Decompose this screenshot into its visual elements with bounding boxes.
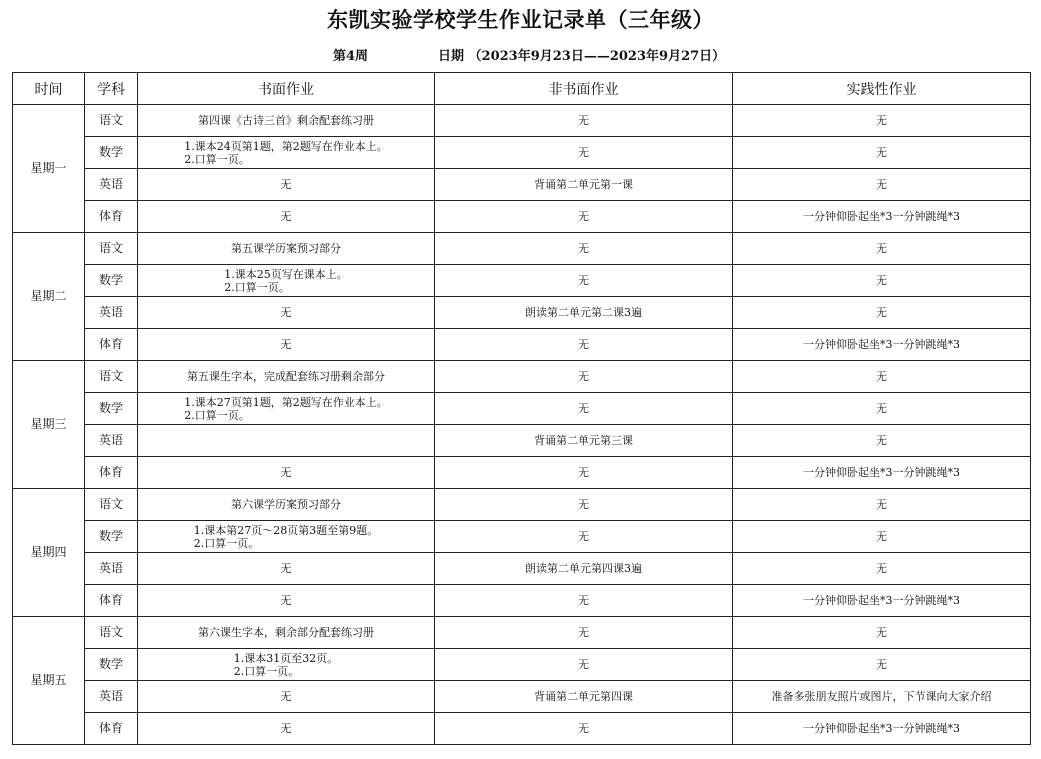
subject-cell: 数学 [85, 265, 138, 297]
nonwritten-cell: 无 [435, 457, 733, 489]
header-practice: 实践性作业 [733, 73, 1031, 105]
nonwritten-cell: 无 [435, 521, 733, 553]
written-cell: 第六课学历案预习部分 [138, 489, 435, 521]
practice-cell: 无 [733, 489, 1031, 521]
subject-cell: 体育 [85, 713, 138, 745]
subject-cell: 英语 [85, 553, 138, 585]
practice-cell: 无 [733, 233, 1031, 265]
subject-cell: 语文 [85, 105, 138, 137]
table-row [13, 553, 1031, 585]
written-text: 第四课《古诗三首》剩余配套练习册 [198, 114, 374, 127]
written-cell: 无 [138, 585, 435, 617]
practice-cell: 无 [733, 265, 1031, 297]
written-text: 第五课生字本，完成配套练习册剩余部分 [187, 370, 385, 383]
nonwritten-cell: 无 [435, 361, 733, 393]
subject-cell: 体育 [85, 457, 138, 489]
homework-table [12, 72, 1031, 745]
table-row [13, 201, 1031, 233]
subject-cell: 体育 [85, 329, 138, 361]
subject-cell: 数学 [85, 393, 138, 425]
nonwritten-cell: 背诵第二单元第三课 [435, 425, 733, 457]
written-cell: 无 [138, 201, 435, 233]
nonwritten-cell: 无 [435, 489, 733, 521]
written-cell [138, 265, 435, 297]
written-cell [138, 425, 435, 457]
table-row [13, 425, 1031, 457]
written-text: 1.课本24页第1题，第2题写在作业本上。 2.口算一页。 [184, 139, 388, 166]
document-title: 东凯实验学校学生作业记录单（三年级） [327, 7, 714, 32]
header-nonwritten: 非书面作业 [435, 73, 733, 105]
nonwritten-cell: 无 [435, 201, 733, 233]
nonwritten-cell: 无 [435, 713, 733, 745]
written-cell: 无 [138, 329, 435, 361]
day-cell: 星期二 [13, 233, 85, 361]
practice-cell: 一分钟仰卧起坐*3一分钟跳绳*3 [733, 329, 1031, 361]
practice-cell: 无 [733, 169, 1031, 201]
subject-cell: 英语 [85, 297, 138, 329]
written-text: 1.课本31页至32页。 2.口算一页。 [233, 651, 339, 678]
nonwritten-cell: 背诵第二单元第四课 [435, 681, 733, 713]
subject-cell: 语文 [85, 617, 138, 649]
written-text: 1.课本第27页～28页第3题至第9题。 2.口算一页。 [193, 523, 379, 550]
written-cell: 无 [138, 681, 435, 713]
subject-cell: 英语 [85, 425, 138, 457]
table-row [13, 521, 1031, 553]
practice-cell: 无 [733, 649, 1031, 681]
nonwritten-cell: 无 [435, 585, 733, 617]
week-label: 第4周 [333, 49, 369, 64]
table-row [13, 649, 1031, 681]
day-cell: 星期五 [13, 617, 85, 745]
header-subject: 学科 [85, 73, 138, 105]
written-cell: 第六课生字本，剩余部分配套练习册 [138, 617, 435, 649]
practice-cell: 一分钟仰卧起坐*3一分钟跳绳*3 [733, 201, 1031, 233]
nonwritten-cell: 朗读第二单元第四课3遍 [435, 553, 733, 585]
table-row [13, 617, 1031, 649]
subject-cell: 语文 [85, 361, 138, 393]
header-time: 时间 [13, 73, 85, 105]
written-cell: 无 [138, 169, 435, 201]
written-cell: 无 [138, 713, 435, 745]
header-row [13, 73, 1031, 105]
written-cell [138, 361, 435, 393]
subject-cell: 语文 [85, 233, 138, 265]
written-text: 1.课本27页第1题，第2题写在作业本上。 2.口算一页。 [184, 395, 388, 422]
practice-cell: 无 [733, 137, 1031, 169]
subject-cell: 英语 [85, 681, 138, 713]
nonwritten-cell: 无 [435, 233, 733, 265]
day-cell: 星期一 [13, 105, 85, 233]
written-cell [138, 137, 435, 169]
practice-cell: 无 [733, 617, 1031, 649]
practice-cell: 一分钟仰卧起坐*3一分钟跳绳*3 [733, 585, 1031, 617]
written-cell [138, 393, 435, 425]
nonwritten-cell: 无 [435, 649, 733, 681]
nonwritten-cell: 无 [435, 617, 733, 649]
table-row [13, 105, 1031, 137]
table-row [13, 233, 1031, 265]
nonwritten-cell: 背诵第二单元第一课 [435, 169, 733, 201]
table-row [13, 265, 1031, 297]
practice-cell: 无 [733, 521, 1031, 553]
table-row [13, 169, 1031, 201]
written-cell: 无 [138, 297, 435, 329]
written-cell [138, 521, 435, 553]
day-cell: 星期四 [13, 489, 85, 617]
nonwritten-cell: 无 [435, 105, 733, 137]
written-cell: 第五课学历案预习部分 [138, 233, 435, 265]
written-cell [138, 105, 435, 137]
practice-cell: 准备多张朋友照片或图片，下节课向大家介绍 [733, 681, 1031, 713]
date-range: 日期 （2023年9月23日——2023年9月27日） [438, 49, 726, 64]
header-written: 书面作业 [138, 73, 435, 105]
nonwritten-cell: 无 [435, 329, 733, 361]
practice-cell: 无 [733, 297, 1031, 329]
written-cell: 无 [138, 553, 435, 585]
table-row [13, 489, 1031, 521]
table-row [13, 713, 1031, 745]
practice-cell: 一分钟仰卧起坐*3一分钟跳绳*3 [733, 713, 1031, 745]
practice-cell: 一分钟仰卧起坐*3一分钟跳绳*3 [733, 457, 1031, 489]
written-cell [138, 649, 435, 681]
table-row [13, 585, 1031, 617]
day-cell: 星期三 [13, 361, 85, 489]
nonwritten-cell: 无 [435, 137, 733, 169]
nonwritten-cell: 朗读第二单元第二课3遍 [435, 297, 733, 329]
practice-cell: 无 [733, 425, 1031, 457]
written-cell: 无 [138, 457, 435, 489]
practice-cell: 无 [733, 553, 1031, 585]
practice-cell: 无 [733, 105, 1031, 137]
table-row [13, 137, 1031, 169]
subject-cell: 语文 [85, 489, 138, 521]
nonwritten-cell: 无 [435, 265, 733, 297]
practice-cell: 无 [733, 393, 1031, 425]
subject-cell: 体育 [85, 585, 138, 617]
table-row [13, 393, 1031, 425]
written-text: 1.课本25页写在课本上。 2.口算一页。 [224, 267, 348, 294]
nonwritten-cell: 无 [435, 393, 733, 425]
subject-cell: 数学 [85, 521, 138, 553]
subject-cell: 数学 [85, 649, 138, 681]
table-row [13, 681, 1031, 713]
subject-cell: 英语 [85, 169, 138, 201]
subject-cell: 数学 [85, 137, 138, 169]
practice-cell: 无 [733, 361, 1031, 393]
subject-cell: 体育 [85, 201, 138, 233]
table-row [13, 329, 1031, 361]
table-row [13, 457, 1031, 489]
table-row [13, 297, 1031, 329]
table-row [13, 361, 1031, 393]
